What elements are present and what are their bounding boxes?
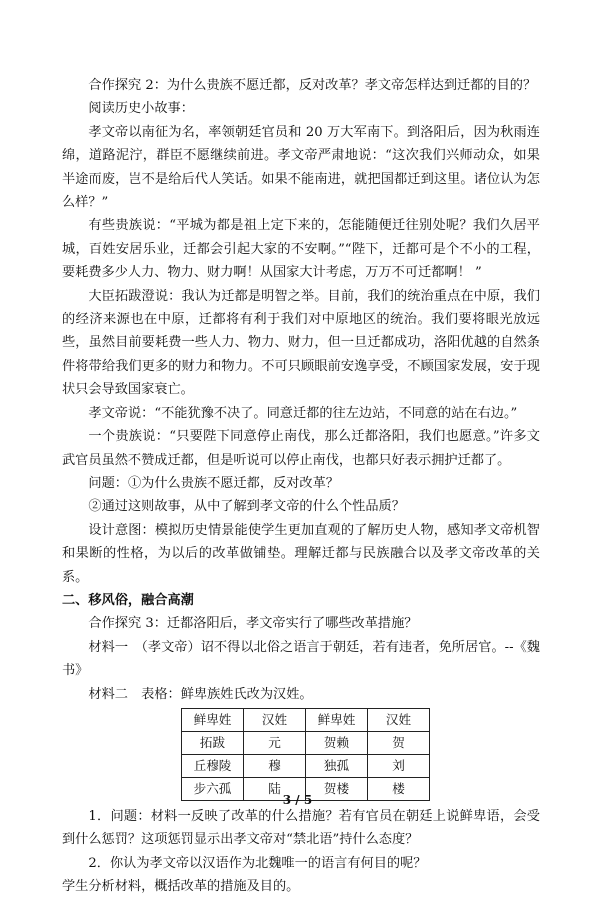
table-cell: 丘穆陵	[182, 754, 244, 777]
cooperative-inquiry-3: 合作探究 3：迁都洛阳后，孝文帝实行了哪些改革措施？	[88, 616, 418, 632]
table-header-cell: 鲜卑姓	[182, 708, 244, 731]
table-cell: 步六孤	[182, 777, 244, 800]
story-paragraph: 一个贵族说：“只要陛下同意停止南伐，那么迁都洛阳，我们也愿意。”许多文武官员虽然不赞成迁都，但是听说可以停止南伐，也都只好表示拥护迁都了。	[62, 429, 540, 468]
table-cell: 贺楼	[306, 777, 368, 800]
table-header-row	[182, 708, 430, 731]
story-intro: 阅读历史小故事：	[88, 101, 194, 117]
material-2: 材料二 表格：鲜卑族姓氏改为汉姓。	[88, 686, 313, 702]
table-row	[182, 754, 430, 777]
story-paragraph: 有些贵族说：“平城为都是祖上定下来的，怎能随便迁往别处呢？我们久居平城，百姓安居乐业，迁都会引起大家的不安啊。”“陛下，迁都可是个不小的工程，要耗费多少人力、物力、财力啊！从国家大计考虑，万万不可迁都啊！ ”	[62, 218, 540, 281]
story-paragraph: 孝文帝以南征为名，率领朝廷官员和 20 万大军南下。到洛阳后，因为秋雨连绵，道路泥泞，群臣不愿继续前进。孝文帝严肃地说：“这次我们兴师动众，如果半途而废，岂不是给后代人笑话。如果不能南进，就把国都迁到这里。诸位认为怎么样？”	[62, 124, 540, 211]
surname-table	[181, 708, 430, 801]
table-row	[182, 731, 430, 754]
material-1: 材料一 （孝文帝）诏不得以北俗之语言于朝廷，若有违者，免所居官。--《魏书》	[62, 639, 540, 679]
section-heading: 二、移风俗，融合高潮	[62, 592, 194, 608]
table-cell: 陆	[244, 777, 306, 800]
question-1: 问题：①为什么贵族不愿迁都，反对改革？	[88, 475, 339, 491]
cooperative-inquiry-2: 合作探究 2：为什么贵族不愿迁都，反对改革？孝文帝怎样达到迁都的目的？	[88, 78, 537, 93]
table-cell: 独孤	[306, 754, 368, 777]
table-header-cell: 汉姓	[244, 708, 306, 731]
table-header-cell: 鲜卑姓	[306, 708, 368, 731]
page-number: 3 / 5	[282, 793, 313, 807]
table-cell: 拓跋	[182, 731, 244, 754]
table-cell: 元	[244, 731, 306, 754]
table-cell: 穆	[244, 754, 306, 777]
story-paragraph: 孝文帝说：“不能犹豫不决了。同意迁都的往左边站，不同意的站在右边。”	[88, 405, 518, 421]
question-language-purpose: 2．你认为孝文帝以汉语作为北魏唯一的语言有何目的呢？	[88, 855, 427, 871]
question-2: ②通过这则故事，从中了解到孝文帝的什么个性品质？	[88, 499, 405, 515]
student-activity: 学生分析材料，概括改革的措施及目的。	[62, 879, 300, 895]
table-cell: 贺赖	[306, 731, 368, 754]
table-cell: 刘	[368, 754, 430, 777]
document-body	[62, 74, 540, 899]
story-paragraph: 大臣拓跋澄说：我认为迁都是明智之举。目前，我们的统治重点在中原，我们的经济来源也在中原，迁都将有利于我们对中原地区的统治。我们要将眼光放远些，虽然目前要耗费一些人力、物力、财力，但一旦迁都成功，洛阳优越的自然条件将带给我们更多的财力和物力。不可只顾眼前安逸享受，不顾国家发展，安于现状只会导致国家衰亡。	[62, 288, 540, 398]
table-cell: 楼	[368, 777, 430, 800]
table-cell: 贺	[368, 731, 430, 754]
design-intent: 设计意图：模拟历史情景能使学生更加直观的了解历史人物，感知孝文帝机智和果断的性格，为以后的改革做铺垫。理解迁都与民族融合以及孝文帝改革的关系。	[62, 522, 540, 585]
question-material-1: 1．问题：材料一反映了改革的什么措施？若有官员在朝廷上说鲜卑语，会受到什么惩罚？这项惩罚显示出孝文帝对“禁北语”持什么态度？	[62, 808, 540, 848]
table-header-cell: 汉姓	[368, 708, 430, 731]
